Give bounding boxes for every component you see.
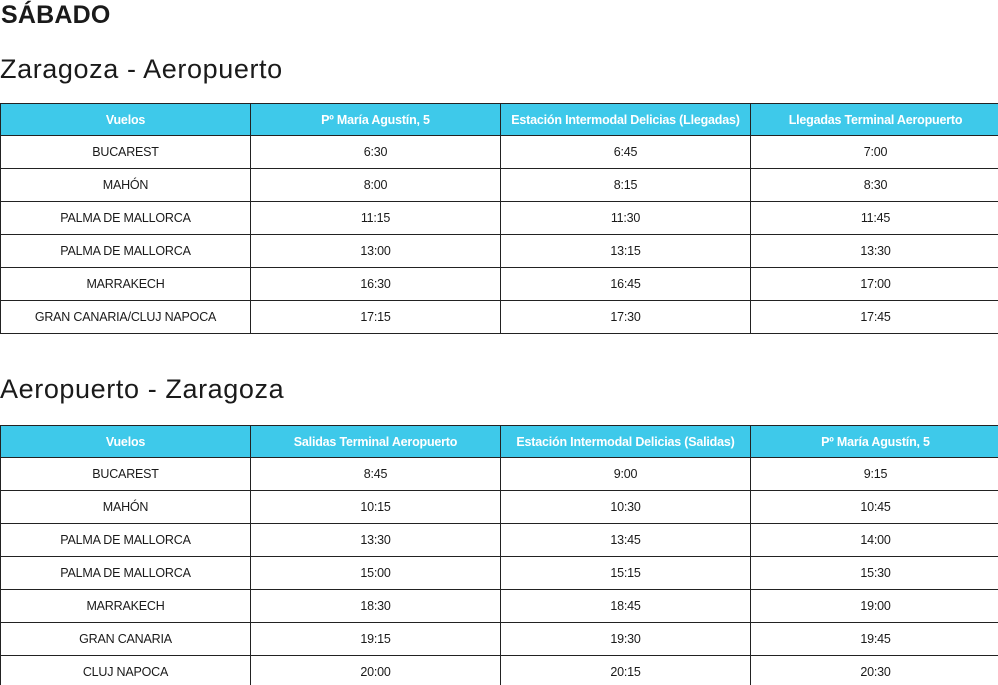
time-cell: 20:15 <box>501 656 751 685</box>
time-cell: 16:30 <box>251 268 501 301</box>
table-row <box>1 458 998 491</box>
flight-cell: PALMA DE MALLORCA <box>1 524 251 557</box>
time-cell: 13:15 <box>501 235 751 268</box>
flight-cell: PALMA DE MALLORCA <box>1 202 251 235</box>
time-cell: 17:30 <box>501 301 751 334</box>
time-cell: 18:45 <box>501 590 751 623</box>
column-header-delicias-llegadas: Estación Intermodal Delicias (Llegadas) <box>501 104 751 136</box>
time-cell: 17:45 <box>751 301 998 334</box>
time-cell: 14:00 <box>751 524 998 557</box>
time-cell: 8:00 <box>251 169 501 202</box>
column-header-llegadas-terminal: Llegadas Terminal Aeropuerto <box>751 104 998 136</box>
table-header-row <box>1 426 998 458</box>
time-cell: 15:30 <box>751 557 998 590</box>
time-cell: 9:00 <box>501 458 751 491</box>
flight-cell: CLUJ NAPOCA <box>1 656 251 685</box>
time-cell: 15:00 <box>251 557 501 590</box>
column-header-delicias-salidas: Estación Intermodal Delicias (Salidas) <box>501 426 751 458</box>
table-row <box>1 623 998 656</box>
column-header-vuelos: Vuelos <box>1 104 251 136</box>
time-cell: 18:30 <box>251 590 501 623</box>
time-cell: 11:15 <box>251 202 501 235</box>
flight-cell: GRAN CANARIA <box>1 623 251 656</box>
time-cell: 8:15 <box>501 169 751 202</box>
time-cell: 11:30 <box>501 202 751 235</box>
column-header-salidas-terminal: Salidas Terminal Aeropuerto <box>251 426 501 458</box>
table-row <box>1 590 998 623</box>
time-cell: 15:15 <box>501 557 751 590</box>
flight-cell: MARRAKECH <box>1 268 251 301</box>
time-cell: 10:30 <box>501 491 751 524</box>
time-cell: 13:00 <box>251 235 501 268</box>
time-cell: 20:00 <box>251 656 501 685</box>
time-cell: 13:45 <box>501 524 751 557</box>
flight-cell: GRAN CANARIA/CLUJ NAPOCA <box>1 301 251 334</box>
section-title-aeropuerto-zaragoza: Aeropuerto - Zaragoza <box>0 374 285 404</box>
table-row <box>1 202 998 235</box>
flight-cell: PALMA DE MALLORCA <box>1 235 251 268</box>
time-cell: 6:45 <box>501 136 751 169</box>
table-row <box>1 169 998 202</box>
column-header-pmaria-agustin: Pº María Agustín, 5 <box>751 426 998 458</box>
time-cell: 13:30 <box>251 524 501 557</box>
flight-cell: MAHÓN <box>1 491 251 524</box>
table-row <box>1 268 998 301</box>
day-title: SÁBADO <box>1 1 111 29</box>
time-cell: 17:00 <box>751 268 998 301</box>
time-cell: 11:45 <box>751 202 998 235</box>
time-cell: 10:45 <box>751 491 998 524</box>
schedule-table-return <box>0 425 998 685</box>
time-cell: 8:30 <box>751 169 998 202</box>
column-header-vuelos: Vuelos <box>1 426 251 458</box>
time-cell: 9:15 <box>751 458 998 491</box>
table-row <box>1 136 998 169</box>
time-cell: 17:15 <box>251 301 501 334</box>
time-cell: 10:15 <box>251 491 501 524</box>
time-cell: 19:00 <box>751 590 998 623</box>
time-cell: 7:00 <box>751 136 998 169</box>
flight-cell: MARRAKECH <box>1 590 251 623</box>
time-cell: 19:15 <box>251 623 501 656</box>
table-row <box>1 557 998 590</box>
flight-cell: PALMA DE MALLORCA <box>1 557 251 590</box>
time-cell: 8:45 <box>251 458 501 491</box>
column-header-pmaria-agustin: Pº María Agustín, 5 <box>251 104 501 136</box>
time-cell: 20:30 <box>751 656 998 685</box>
time-cell: 13:30 <box>751 235 998 268</box>
table-row <box>1 235 998 268</box>
time-cell: 16:45 <box>501 268 751 301</box>
time-cell: 19:45 <box>751 623 998 656</box>
flight-cell: BUCAREST <box>1 136 251 169</box>
schedule-table-outbound <box>0 103 998 334</box>
table-row <box>1 524 998 557</box>
table-row <box>1 491 998 524</box>
flight-cell: BUCAREST <box>1 458 251 491</box>
time-cell: 19:30 <box>501 623 751 656</box>
time-cell: 6:30 <box>251 136 501 169</box>
table-row <box>1 301 998 334</box>
flight-cell: MAHÓN <box>1 169 251 202</box>
table-row <box>1 656 998 685</box>
section-title-zaragoza-aeropuerto: Zaragoza - Aeropuerto <box>0 54 283 84</box>
table-header-row <box>1 104 998 136</box>
